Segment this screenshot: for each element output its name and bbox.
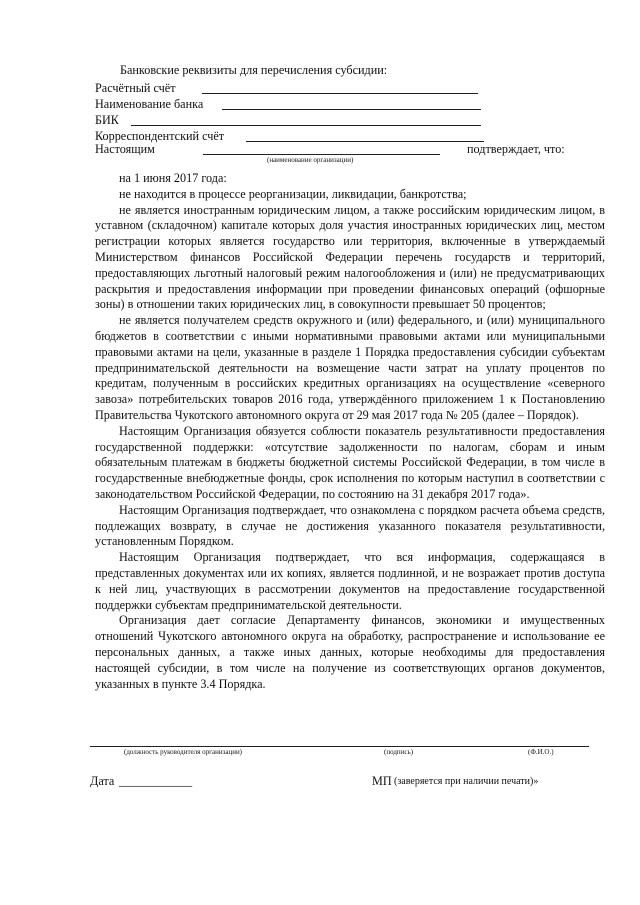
bik-field[interactable] <box>131 125 481 126</box>
data-consent-paragraph: Организация дает согласие Департаменту финансов, экономики и имущественных отношений Чукотского автономного округа на обработку, распространение и использование ее персональных данных, а также иных данных, которые необходимы для предоставления настоящей субсидии, в том числе на получение из соответствующих органов документов, указанных в пункте 3.4 Порядка. <box>95 613 605 691</box>
refund-procedure-paragraph: Настоящим Организация подтверждает, что ознакомлена с порядком расчета объема средств, подлежащих возврату, в случае не достижения указанного показателя результативности, установленным Порядком. <box>95 502 605 549</box>
position-caption: (должность руководителя организации) <box>124 748 243 756</box>
bank-details-title: Банковские реквизиты для перечисления субсидии: <box>120 63 388 77</box>
corr-account-label: Корреспондентский счёт <box>95 129 225 143</box>
stamp-note: (заверяется при наличии печати)» <box>394 776 539 787</box>
date-field[interactable]: ____________ <box>119 774 193 788</box>
signature-line[interactable] <box>90 746 589 747</box>
account-field[interactable] <box>202 93 478 94</box>
full-name-caption: (Ф.И.О.) <box>528 748 554 756</box>
organization-name-caption: (наименование организации) <box>267 156 354 164</box>
date-paragraph: на 1 июня 2017 года: <box>119 171 227 185</box>
bank-name-field[interactable] <box>222 109 481 110</box>
present-label: Настоящим <box>95 142 155 156</box>
date-label: Дата <box>90 774 115 788</box>
corr-account-field[interactable] <box>246 141 484 142</box>
foreign-entity-paragraph: не является иностранным юридическим лицом, а также российским юридическим лицом, в уставном (складочном) капитале которых доля участия иностранных юридических лиц, местом регистрации которых является государство или территория, включенные в утверждаемый Министерством финансов Российской Федерации перечень государств и территорий, предоставляющих льготный налоговый режим налогообложения и (или) не предусматривающих раскрытия и предоставления информации при проведении финансовых операций (офшорные зоны) в отношении таких юридических лиц, в совокупности превышает 50 процентов; <box>95 202 605 312</box>
authenticity-paragraph: Настоящим Организация подтверждает, что вся информация, содержащаяся в представленных документах или их копиях, является подлинной, и не возражает против доступа к ней лиц, участвующих в рассмотрении документов на предоставление государственной поддержки субъектам предпринимательской деятельности. <box>95 550 605 612</box>
signature-caption: (подпись) <box>384 748 414 756</box>
stamp-label: МП <box>372 774 392 788</box>
performance-indicator-paragraph: Настоящим Организация обязуется соблюсти показатель результативности предоставления государственной поддержки: «отсутствие задолженности по налогам, сборам и иным обязательным платежам в бюджеты бюджетной системы Российской Федерации, в том числе в государственные внебюджетные фонды, срок исполнения по которым наступил в соответствии с законодательством Российской Федерации, по состоянию на 31 декабря 2017 года». <box>95 423 605 501</box>
account-label: Расчётный счёт <box>95 81 176 95</box>
declaration-body <box>95 171 605 692</box>
bik-label: БИК <box>95 113 119 127</box>
organization-name-field[interactable] <box>203 154 440 155</box>
bank-name-label: Наименование банка <box>95 97 204 111</box>
budget-recipient-paragraph: не является получателем средств окружного и (или) федерального, и (или) муниципального бюджетов в соответствии с иными нормативными правовыми актами или муниципальными правовыми актами на цели, указанные в разделе 1 Порядка предоставления субсидии субъектам предпринимательской деятельности на возмещение части затрат на уплату процентов по кредитам, полученным в российских кредитных организациях на осуществление «северного завоза» потребительских товаров 2016 года, утверждённого приложением 1 к Постановлению Правительства Чукотского автономного округа от 29 мая 2017 года № 205 (далее – Порядок). <box>95 313 605 422</box>
confirms-label: подтверждает, что: <box>467 142 565 156</box>
reorganization-paragraph: не находится в процессе реорганизации, ликвидации, банкротства; <box>119 186 467 201</box>
